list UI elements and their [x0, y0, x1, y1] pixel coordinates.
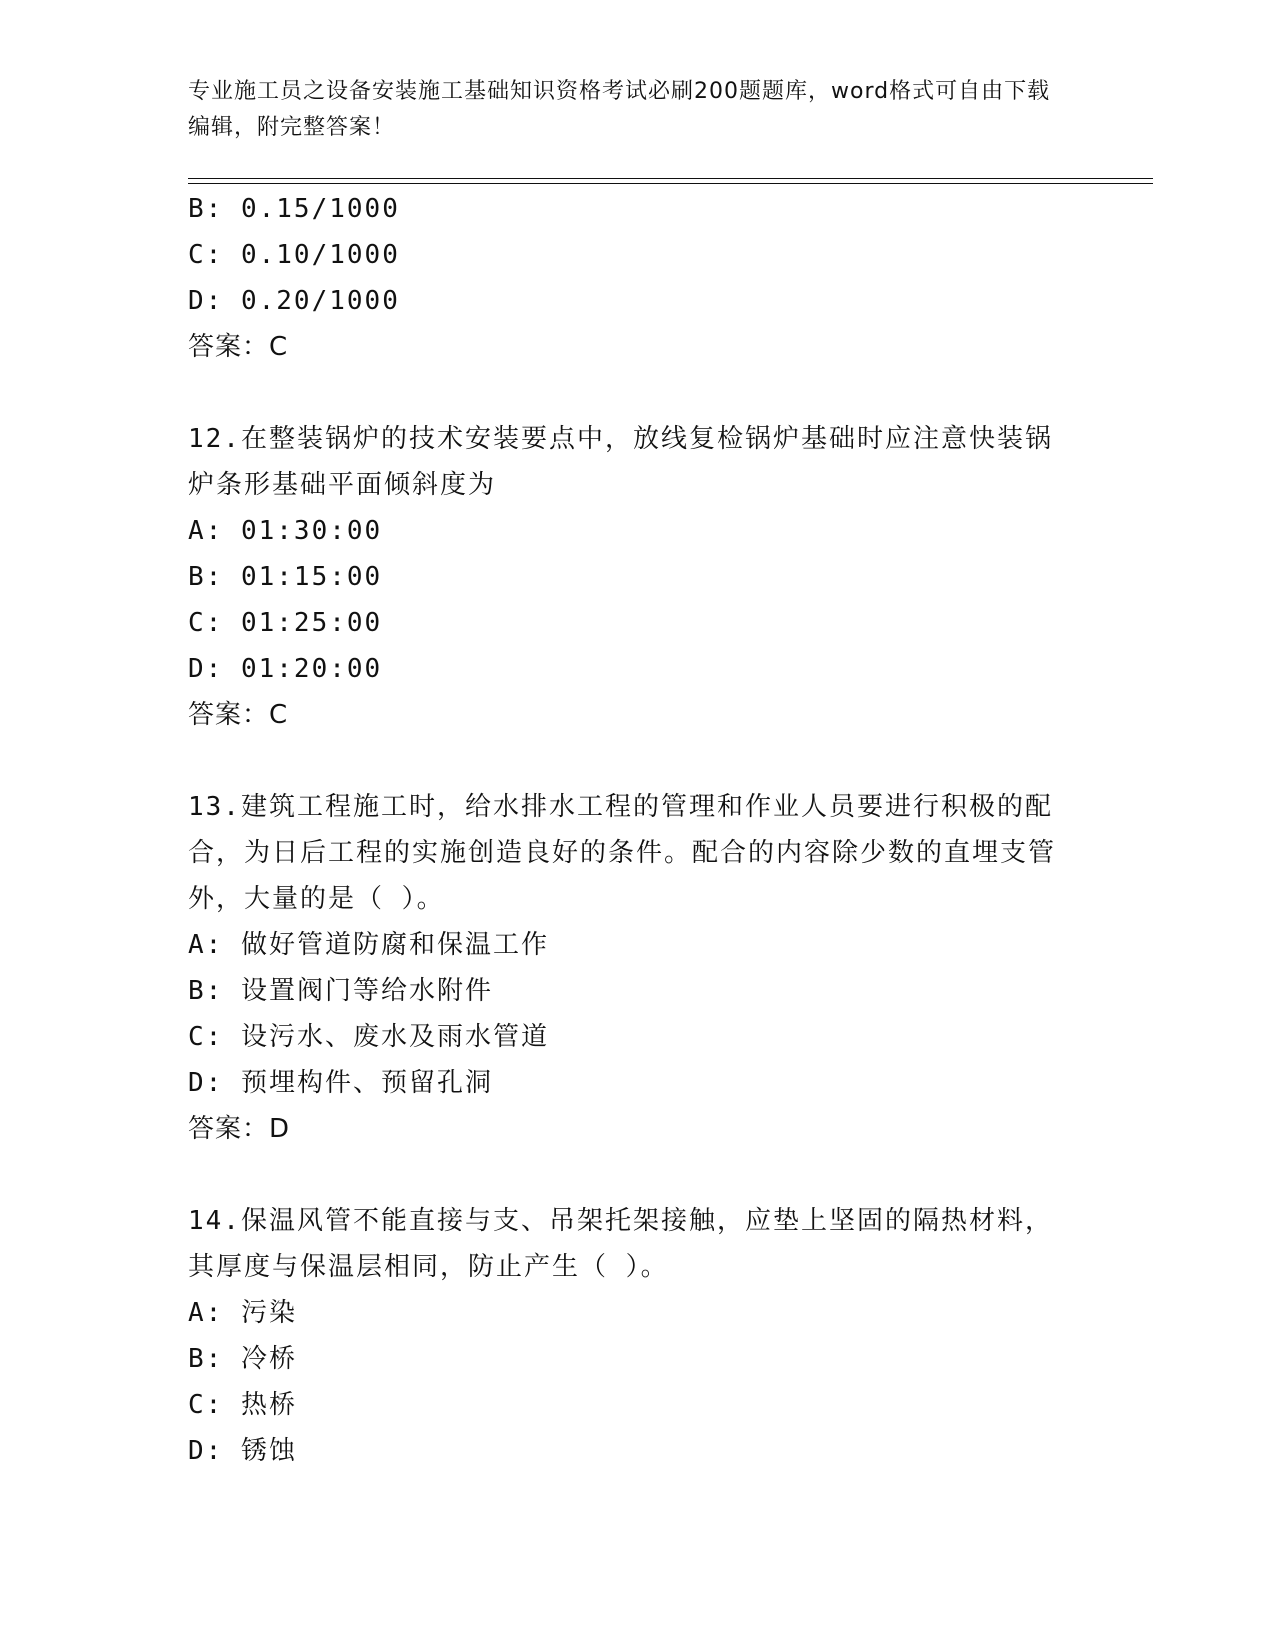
- question-12: [188, 416, 1088, 738]
- header-rule-top: [188, 178, 1153, 179]
- answer-value: C: [269, 332, 289, 362]
- question-number: 12.: [188, 424, 241, 454]
- header-rule-bottom: [188, 183, 1153, 184]
- question-stem: [188, 784, 1068, 922]
- question-text: 在整装锅炉的技术安装要点中，放线复检锅炉基础时应注意快装锅炉条形基础平面倾斜度为: [188, 424, 1053, 500]
- answer-label: 答案：: [188, 1114, 270, 1144]
- question-13: [188, 784, 1088, 1152]
- spacer: [188, 738, 1088, 784]
- question-14: [188, 1198, 1088, 1474]
- answer-label: 答案：: [188, 332, 270, 362]
- option-b: B: 0.15/1000: [188, 194, 400, 224]
- answer-value: C: [269, 700, 289, 730]
- answer-value: D: [269, 1114, 291, 1144]
- option-d: D: 0.20/1000: [188, 286, 400, 316]
- question-number: 13.: [188, 792, 241, 822]
- option-b: B: 01:15:00: [188, 562, 383, 592]
- answer-line: [188, 324, 1088, 370]
- answer-line: [188, 692, 1088, 738]
- option-c: C: 0.10/1000: [188, 240, 400, 270]
- option-a: A: 污染: [188, 1298, 297, 1328]
- question-number: 14.: [188, 1206, 241, 1236]
- question-11-continued: [188, 186, 1088, 370]
- option-d: D: 预埋构件、预留孔洞: [188, 1068, 493, 1098]
- document-header: [188, 74, 1068, 146]
- question-text: 保温风管不能直接与支、吊架托架接触，应垫上坚固的隔热材料，其厚度与保温层相同，防止产生（ ）。: [188, 1206, 1053, 1282]
- option-a: A: 01:30:00: [188, 516, 383, 546]
- option-c: C: 热桥: [188, 1390, 297, 1420]
- option-c: C: 01:25:00: [188, 608, 383, 638]
- option-a: A: 做好管道防腐和保温工作: [188, 930, 549, 960]
- option-b: B: 冷桥: [188, 1344, 297, 1374]
- option-d: D: 锈蚀: [188, 1436, 297, 1466]
- question-list: [188, 186, 1088, 1474]
- spacer: [188, 370, 1088, 416]
- question-text: 建筑工程施工时，给水排水工程的管理和作业人员要进行积极的配合，为日后工程的实施创造良好的条件。配合的内容除少数的直埋支管外，大量的是（ ）。: [188, 792, 1057, 914]
- question-stem: [188, 416, 1068, 508]
- option-b: B: 设置阀门等给水附件: [188, 976, 493, 1006]
- spacer: [188, 1152, 1088, 1198]
- answer-line: [188, 1106, 1088, 1152]
- option-d: D: 01:20:00: [188, 654, 383, 684]
- document-title: 专业施工员之设备安装施工基础知识资格考试必刷200题题库，word格式可自由下载编辑，附完整答案！: [188, 79, 1051, 140]
- option-c: C: 设污水、废水及雨水管道: [188, 1022, 549, 1052]
- question-stem: [188, 1198, 1068, 1290]
- answer-label: 答案：: [188, 700, 270, 730]
